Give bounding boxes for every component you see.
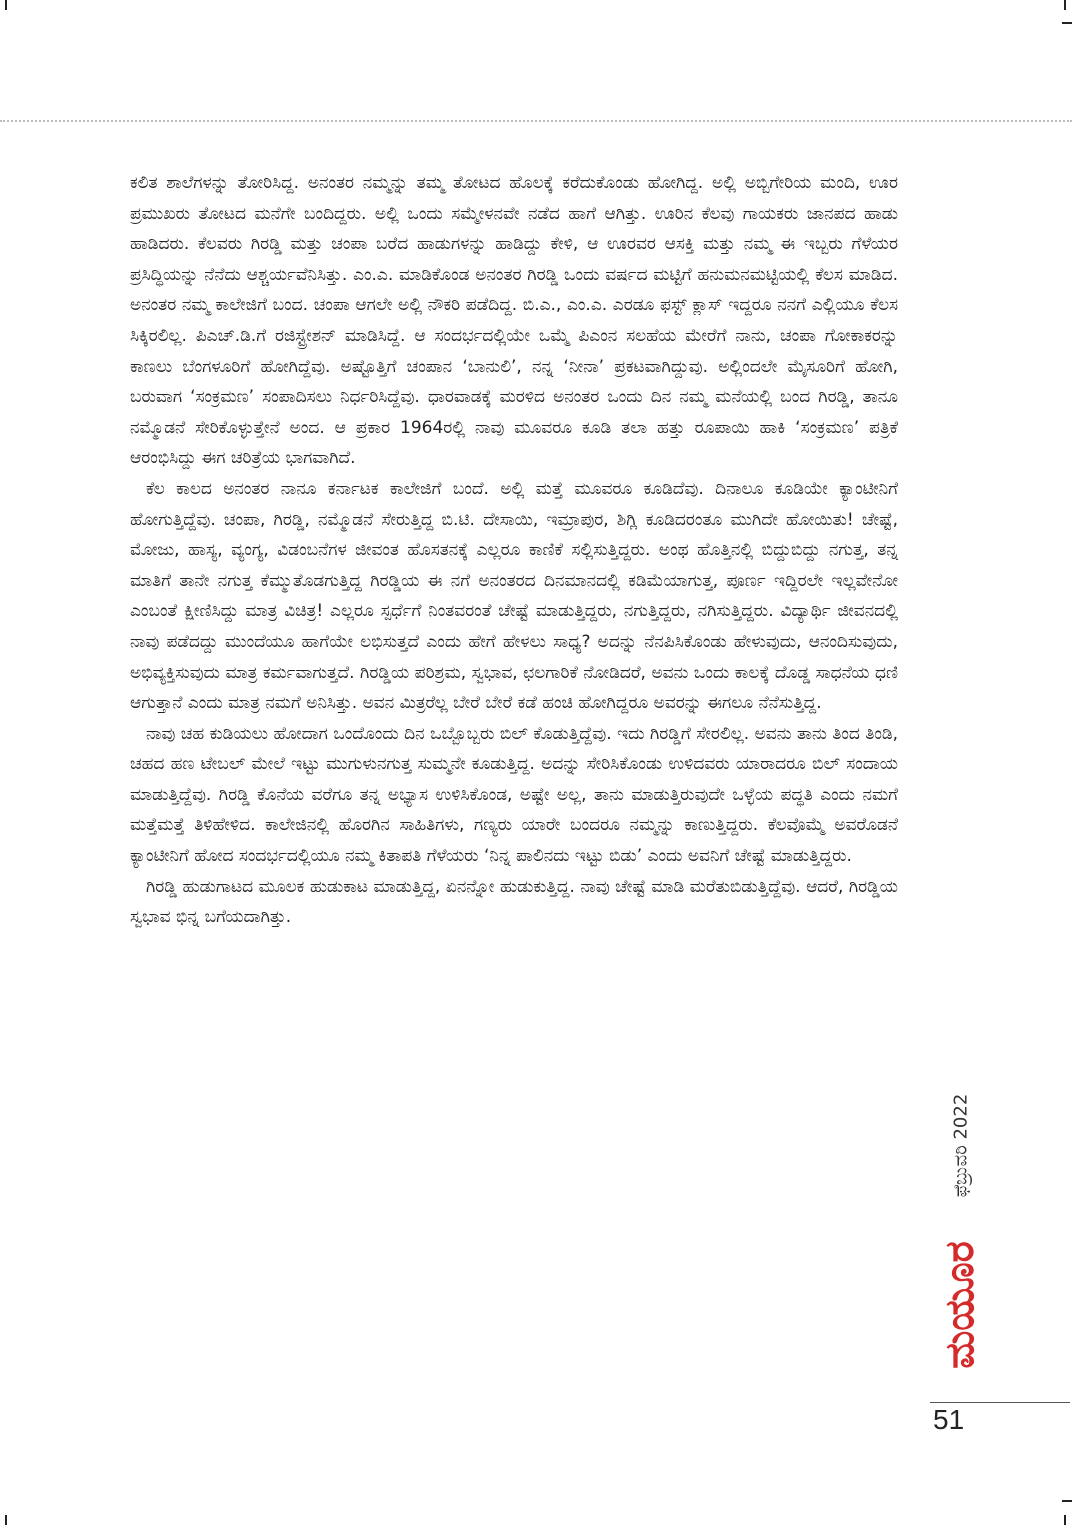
- magazine-logo-text: ಮಯೂರ: [937, 1241, 983, 1369]
- issue-date-vertical: [946, 1075, 976, 1215]
- crop-mark-top-right: [1064, 0, 1066, 10]
- page-number: 51: [933, 1404, 965, 1435]
- article-paragraph: ಗಿರಡ್ಡಿ ಹುಡುಗಾಟದ ಮೂಲಕ ಹುಡುಕಾಟ ಮಾಡುತ್ತಿದ್ದ, ಏನನ್ನೋ ಹುಡುಕುತ್ತಿದ್ದ. ನಾವು ಚೇಷ್ಟೆ ಮಾಡಿ ಮರೆತುಬಿಡುತ್ತಿದ್ದೆವು. ಆದರೆ, ಗಿರಡ್ಡಿಯ ಸ್ವಭಾವ ಭಿನ್ನ ಬಗೆಯದಾಗಿತ್ತು.: [130, 876, 898, 928]
- article-body: [130, 168, 898, 933]
- crop-mark-bottom-left: [5, 1515, 7, 1525]
- crop-mark-top-left: [5, 0, 7, 10]
- header-dotted-divider: [0, 120, 1072, 122]
- crop-mark-right-lower: [1062, 1500, 1072, 1502]
- article-paragraph: ಕೆಲ ಕಾಲದ ಅನಂತರ ನಾನೂ ಕರ್ನಾಟಕ ಕಾಲೇಜಿಗೆ ಬಂದೆ. ಅಲ್ಲಿ ಮತ್ತೆ ಮೂವರೂ ಕೂಡಿದೆವು. ದಿನಾಲೂ ಕೂಡಿಯೇ ಕ್ಯಾಂಟೀನಿಗೆ ಹೋಗುತ್ತಿದ್ದೆವು. ಚಂಪಾ, ಗಿರಡ್ಡಿ, ನಮ್ಮೊಡನೆ ಸೇರುತ್ತಿದ್ದ ಬಿ.ಟಿ. ದೇಸಾಯಿ, ಇಮ್ರಾಪುರ, ಶಿಗ್ಲಿ ಕೂಡಿದರಂತೂ ಮುಗಿದೇ ಹೋಯಿತು! ಚೇಷ್ಟೆ, ಮೋಜು, ಹಾಸ್ಯ, ವ್ಯಂಗ್ಯ, ವಿಡಂಬನೆಗಳ ಜೀವಂತ ಹೊಸತನಕ್ಕೆ ಎಲ್ಲರೂ ಕಾಣಿಕೆ ಸಲ್ಲಿಸುತ್ತಿದ್ದರು. ಅಂಥ ಹೊತ್ತಿನಲ್ಲಿ ಬಿದ್ದುಬಿದ್ದು ನಗುತ್ತ, ತನ್ನ ಮಾತಿಗೆ ತಾನೇ ನಗುತ್ತ ಕೆಮ್ಮುತೊಡಗುತ್ತಿದ್ದ ಗಿರಡ್ಡಿಯ ಈ ನಗೆ ಅನಂತರದ ದಿನಮಾನದಲ್ಲಿ ಕಡಿಮೆಯಾಗುತ್ತ, ಪೂರ್ಣ ಇದ್ದಿರಲೇ ಇಲ್ಲವೇನೋ ಎಂಬಂತೆ ಕ್ಷೀಣಿಸಿದ್ದು ಮಾತ್ರ ವಿಚಿತ್ರ! ಎಲ್ಲರೂ ಸ್ಪರ್ಧೆಗೆ ನಿಂತವರಂತೆ ಚೇಷ್ಟೆ ಮಾಡುತ್ತಿದ್ದರು, ನಗುತ್ತಿದ್ದರು, ನಗಿಸುತ್ತಿದ್ದರು. ವಿದ್ಯಾರ್ಥಿ ಜೀವನದಲ್ಲಿ ನಾವು ಪಡೆದದ್ದು ಮುಂದೆಯೂ ಹಾಗೆಯೇ ಲಭಿಸುತ್ತದೆ ಎಂದು ಹೇಗೆ ಹೇಳಲು ಸಾಧ್ಯ? ಅದನ್ನು ನೆನಪಿಸಿಕೊಂಡು ಹೇಳುವುದು, ಆನಂದಿಸುವುದು, ಅಭಿವ್ಯಕ್ತಿಸುವುದು ಮಾತ್ರ ಕರ್ಮವಾಗುತ್ತದೆ. ಗಿರಡ್ಡಿಯ ಪರಿಶ್ರಮ, ಸ್ವಭಾವ, ಛಲಗಾರಿಕೆ ನೋಡಿದರೆ, ಅವನು ಒಂದು ಕಾಲಕ್ಕೆ ದೊಡ್ಡ ಸಾಧನೆಯ ಧಣಿ ಆಗುತ್ತಾನೆ ಎಂದು ಮಾತ್ರ ನಮಗೆ ಅನಿಸಿತ್ತು. ಅವನ ಮಿತ್ರರೆಲ್ಲ ಬೇರೆ ಬೇರೆ ಕಡೆ ಹಂಚಿ ಹೋಗಿದ್ದರೂ ಅವರನ್ನು ಈಗಲೂ ನೆನೆಸುತ್ತಿದ್ದ.: [130, 478, 898, 714]
- page-number-rule: [930, 1402, 1070, 1403]
- article-paragraph: ನಾವು ಚಹ ಕುಡಿಯಲು ಹೋದಾಗ ಒಂದೊಂದು ದಿನ ಒಬ್ಬೊಬ್ಬರು ಬಿಲ್ ಕೊಡುತ್ತಿದ್ದೆವು. ಇದು ಗಿರಡ್ಡಿಗೆ ಸೇರಲಿಲ್ಲ. ಅವನು ತಾನು ತಿಂದ ತಿಂಡಿ, ಚಹದ ಹಣ ಟೇಬಲ್ ಮೇಲೆ ಇಟ್ಟು ಮುಗುಳುನಗುತ್ತ ಸುಮ್ಮನೇ ಕೂಡುತ್ತಿದ್ದ. ಅದನ್ನು ಸೇರಿಸಿಕೊಂಡು ಉಳಿದವರು ಯಾರಾದರೂ ಬಿಲ್ ಸಂದಾಯ ಮಾಡುತ್ತಿದ್ದೆವು. ಗಿರಡ್ಡಿ ಕೊನೆಯ ವರೆಗೂ ತನ್ನ ಅಭ್ಯಾಸ ಉಳಿಸಿಕೊಂಡ, ಅಷ್ಟೇ ಅಲ್ಲ, ತಾನು ಮಾಡುತ್ತಿರುವುದೇ ಒಳ್ಳೆಯ ಪದ್ಧತಿ ಎಂದು ನಮಗೆ ಮತ್ತೆಮತ್ತೆ ತಿಳಿಹೇಳಿದ. ಕಾಲೇಜಿನಲ್ಲಿ ಹೊರಗಿನ ಸಾಹಿತಿಗಳು, ಗಣ್ಯರು ಯಾರೇ ಬಂದರೂ ನಮ್ಮನ್ನು ಕಾಣುತ್ತಿದ್ದರು. ಕೆಲವೊಮ್ಮೆ ಅವರೊಡನೆ ಕ್ಯಾಂಟೀನಿಗೆ ಹೋದ ಸಂದರ್ಭದಲ್ಲಿಯೂ ನಮ್ಮ ಕಿತಾಪತಿ ಗೆಳೆಯರು ‘ನಿನ್ನ ಪಾಲಿನದು ಇಟ್ಟು ಬಿಡು’ ಎಂದು ಅವನಿಗೆ ಚೇಷ್ಟೆ ಮಾಡುತ್ತಿದ್ದರು.: [130, 723, 898, 867]
- article-paragraph: ಕಲಿತ ಶಾಲೆಗಳನ್ನು ತೋರಿಸಿದ್ದ. ಅನಂತರ ನಮ್ಮನ್ನು ತಮ್ಮ ತೋಟದ ಹೊಲಕ್ಕೆ ಕರೆದುಕೊಂಡು ಹೋಗಿದ್ದ. ಅಲ್ಲಿ ಅಬ್ಬಿಗೇರಿಯ ಮಂದಿ, ಊರ ಪ್ರಮುಖರು ತೋಟದ ಮನೆಗೇ ಬಂದಿದ್ದರು. ಅಲ್ಲಿ ಒಂದು ಸಮ್ಮೇಳನವೇ ನಡೆದ ಹಾಗೆ ಆಗಿತ್ತು. ಊರಿನ ಕೆಲವು ಗಾಯಕರು ಜಾನಪದ ಹಾಡು ಹಾಡಿದರು. ಕೆಲವರು ಗಿರಡ್ಡಿ ಮತ್ತು ಚಂಪಾ ಬರೆದ ಹಾಡುಗಳನ್ನು ಹಾಡಿದ್ದು ಕೇಳಿ, ಆ ಊರವರ ಆಸಕ್ತಿ ಮತ್ತು ನಮ್ಮ ಈ ಇಬ್ಬರು ಗೆಳೆಯರ ಪ್ರಸಿದ್ಧಿಯನ್ನು ನೆನೆದು ಆಶ್ಚರ್ಯವೆನಿಸಿತ್ತು. ಎಂ.ಎ. ಮಾಡಿಕೊಂಡ ಅನಂತರ ಗಿರಡ್ಡಿ ಒಂದು ವರ್ಷದ ಮಟ್ಟಿಗೆ ಹನುಮನಮಟ್ಟಿಯಲ್ಲಿ ಕೆಲಸ ಮಾಡಿದ. ಅನಂತರ ನಮ್ಮ ಕಾಲೇಜಿಗೆ ಬಂದ. ಚಂಪಾ ಆಗಲೇ ಅಲ್ಲಿ ನೌಕರಿ ಪಡೆದಿದ್ದ. ಬಿ.ಎ., ಎಂ.ಎ. ಎರಡೂ ಫಸ್ಟ್ ಕ್ಲಾಸ್ ಇದ್ದರೂ ನನಗೆ ಎಲ್ಲಿಯೂ ಕೆಲಸ ಸಿಕ್ಕಿರಲಿಲ್ಲ. ಪಿಎಚ್.ಡಿ.ಗೆ ರಜಿಸ್ಟ್ರೇಶನ್ ಮಾಡಿಸಿದ್ದೆ. ಆ ಸಂದರ್ಭದಲ್ಲಿಯೇ ಒಮ್ಮೆ ಪಿಎಂನ ಸಲಹೆಯ ಮೇರೆಗೆ ನಾನು, ಚಂಪಾ ಗೋಕಾಕರನ್ನು ಕಾಣಲು ಬೆಂಗಳೂರಿಗೆ ಹೋಗಿದ್ದೆವು. ಅಷ್ಟೊತ್ತಿಗೆ ಚಂಪಾನ ‘ಬಾನುಲಿ’, ನನ್ನ ‘ನೀನಾ’ ಪ್ರಕಟವಾಗಿದ್ದುವು. ಅಲ್ಲಿಂದಲೇ ಮೈಸೂರಿಗೆ ಹೋಗಿ, ಬರುವಾಗ ‘ಸಂಕ್ರಮಣ’ ಸಂಪಾದಿಸಲು ನಿರ್ಧರಿಸಿದ್ದೆವು. ಧಾರವಾಡಕ್ಕೆ ಮರಳಿದ ಅನಂತರ ಒಂದು ದಿನ ನಮ್ಮ ಮನೆಯಲ್ಲಿ ಬಂದ ಗಿರಡ್ಡಿ, ತಾನೂ ನಮ್ಮೊಡನೆ ಸೇರಿಕೊಳ್ಳುತ್ತೇನೆ ಅಂದ. ಆ ಪ್ರಕಾರ 1964ರಲ್ಲಿ ನಾವು ಮೂವರೂ ಕೂಡಿ ತಲಾ ಹತ್ತು ರೂಪಾಯಿ ಹಾಕಿ ‘ಸಂಕ್ರಮಣ’ ಪತ್ರಿಕೆ ಆರಂಭಿಸಿದ್ದು ಈಗ ಚರಿತ್ರೆಯ ಭಾಗವಾಗಿದೆ.: [130, 173, 898, 469]
- issue-date-text: ಫೆಬ್ರುವರಿ 2022: [950, 1093, 972, 1197]
- magazine-logo: [930, 1220, 990, 1390]
- crop-mark-bottom-right: [1064, 1515, 1066, 1525]
- crop-mark-right-upper: [1062, 22, 1072, 24]
